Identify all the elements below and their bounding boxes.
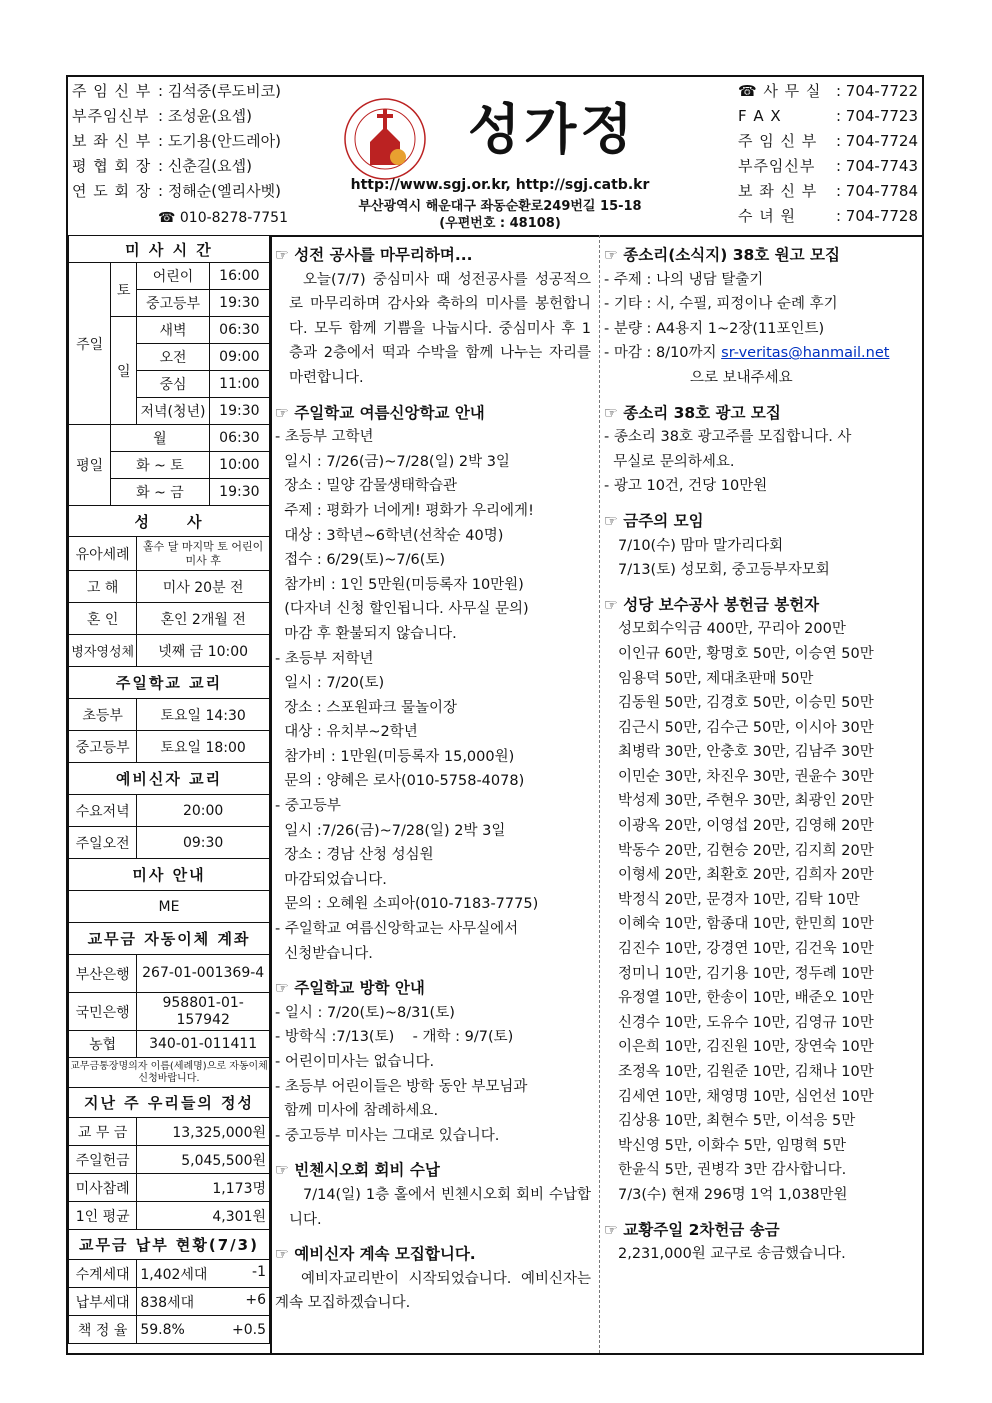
sacrament-time: 미사 20분 전 [137, 571, 270, 603]
mass-time: 06:30 [209, 317, 269, 344]
text-line: 장소 : 스포원파크 물놀이장 [275, 699, 458, 716]
text-line: - 방학식 :7/13(토) - 개학 : 9/7(토) [275, 1029, 514, 1046]
text-line: 일시 : 7/26(금)~7/28(일) 2박 3일 [275, 453, 510, 470]
mass-name: 중고등부 [137, 290, 209, 317]
text-line: 한윤식 5만, 권병각 3만 감사합니다. [618, 1162, 847, 1179]
text-line: 김근시 50만, 김수근 50만, 이시아 30만 [618, 719, 874, 736]
text-line: 이은희 10만, 김진원 10만, 장연숙 10만 [618, 1039, 874, 1056]
text-line: 문의 : 오혜원 소피아(010-7183-7775) [275, 896, 539, 913]
row-value: : 704-7723 [835, 107, 918, 125]
header-row [738, 154, 918, 179]
text-line: 문의 : 양혜은 로사(010-5758-4078) [275, 773, 525, 790]
section-body [604, 617, 920, 1207]
construction-notice [275, 243, 591, 391]
header-row [72, 129, 281, 154]
bank-name: 부산은행 [69, 955, 137, 993]
text-line: 유정열 10만, 한송이 10만, 배준오 10만 [618, 990, 874, 1007]
sunday-day-label: 일 [111, 317, 137, 425]
row-key: 보 좌 신 부 [72, 132, 152, 150]
row-key: 보 좌 신 부 [737, 182, 818, 200]
mass-name: 중심 [137, 371, 209, 398]
dues-change: -1 [252, 1263, 266, 1280]
mass-time: 06:30 [209, 425, 269, 452]
row-value: : 704-7724 [835, 132, 918, 150]
email-link[interactable]: sr-veritas@hanmail.net [721, 345, 890, 362]
offering-value: 5,045,500원 [137, 1146, 270, 1174]
header-row [738, 79, 918, 104]
class-name: 주일오전 [69, 827, 137, 859]
row-key: 수 녀 원 [737, 207, 796, 225]
text-line: - 기타 : 시, 수필, 피정이나 순례 후기 [604, 296, 838, 313]
text-line: - 어린이미사는 없습니다. [275, 1054, 435, 1070]
dues-label: 납부세대 [69, 1288, 137, 1316]
text-line: 7/3(수) 현재 296명 1억 1,038만원 [618, 1186, 848, 1203]
section-body: 7/14(일) 1층 홀에서 빈첸시오회 회비 수납합니다. [289, 1186, 591, 1228]
text-line: - 광고 10건, 건당 10만원 [604, 478, 768, 495]
text-line: 박정식 20만, 문경자 10만, 김탁 10만 [618, 891, 860, 908]
bank-note: 교무금통장명의자 이름(세례명)으로 자동이체 신청바랍니다. [69, 1058, 270, 1088]
mass-guide-title: 미사 안내 [69, 859, 270, 891]
middle-column [273, 235, 595, 1326]
text-line: 7/10(수) 맘마 말가리다회 [618, 537, 784, 554]
text-line: 이혜숙 10만, 함종대 10만, 한민희 10만 [618, 916, 874, 933]
staff-phone: ☎ 010-8278-7751 [158, 210, 288, 226]
offering-label: 주일헌금 [69, 1146, 137, 1174]
text-line: 이인규 60만, 황명호 50만, 이승연 50만 [618, 645, 874, 662]
text-line: 이민순 30만, 차진우 30만, 권윤수 30만 [618, 768, 874, 785]
papal-sunday-notice [604, 1218, 920, 1267]
text-line: 이형세 20만, 최환호 20만, 김희자 20만 [618, 867, 874, 884]
text-line: 김진수 10만, 강경연 10만, 김건욱 10만 [618, 941, 874, 958]
address-line: 부산광역시 해운대구 좌동순환로249번길 15-18 [358, 199, 642, 214]
text-line: 대상 : 유치부~2학년 [275, 724, 418, 741]
text-line: 7/13(토) 성모회, 중고등부자모회 [618, 562, 830, 579]
sunday-school-title: 주일학교 교리 [69, 667, 270, 699]
mass-name: 화 ~ 금 [111, 479, 209, 506]
row-key: 평 협 회 장 [72, 157, 152, 175]
text-line: 김상용 10만, 최현수 5만, 이석응 5만 [618, 1113, 856, 1130]
text-line: 장소 : 밀양 감물생태학습관 [275, 478, 458, 495]
row-key: 부주임신부 [72, 107, 150, 125]
section-body [604, 425, 920, 499]
section-body: 예비자교리반이 시작되었습니다. 예비신자는 계속 모집하겠습니다. [275, 1270, 591, 1312]
text-line: 주제 : 평화가 너에게! 평화가 우리에게! [275, 502, 534, 519]
section-title: ☞ 주일학교 여름신앙학교 안내 [275, 403, 485, 422]
row-key: 주 임 신 부 [737, 132, 818, 150]
text-line: 박신영 5만, 이화수 5만, 임명혁 5만 [618, 1137, 847, 1154]
text-line: 무실로 문의하세요. [604, 453, 735, 470]
weekday-label: 평일 [69, 425, 111, 506]
text-line: 접수 : 6/29(토)~7/6(토) [275, 552, 446, 569]
catechumen-title: 예비신자 교리 [69, 763, 270, 795]
header-row [738, 129, 918, 154]
sacrament-name: 고 해 [69, 571, 137, 603]
sacrament-name: 혼 인 [69, 603, 137, 635]
mass-name: 어린이 [137, 263, 209, 290]
text-line: 박동수 20만, 김현승 20만, 김지희 20만 [618, 842, 874, 859]
vacation-notice [275, 976, 591, 1148]
bank-account: 340-01-011411 [137, 1031, 270, 1058]
mass-time: 09:00 [209, 344, 269, 371]
class-name: 수요저녁 [69, 795, 137, 827]
section-body: 2,231,000원 교구로 송금했습니다. [618, 1246, 846, 1263]
mass-time: 19:30 [209, 290, 269, 317]
section-body [604, 268, 920, 342]
row-key: 주 임 신 부 [72, 82, 152, 100]
row-value: : 김석중(루도비코) [158, 82, 281, 100]
text-line: 참가비 : 1만원(미등록자 15,000원) [275, 748, 515, 765]
text-line: 일시 :7/26(금)~7/28(일) 2박 3일 [275, 822, 506, 839]
text-line: - 초등부 고학년 [275, 429, 374, 446]
church-address [330, 198, 670, 232]
text-line: 성모회수익금 400만, 꾸리아 200만 [618, 621, 846, 638]
header-row [738, 104, 918, 129]
bulletin-page [66, 75, 924, 1355]
section-body: 오늘(7/7) 중심미사 때 성전공사를 성공적으로 마무리하며 감사와 축하의 미사를 봉헌합니다. 모두 함께 기쁨을 나눕시다. 중심미사 후 1층과 2층에서 떡과 수박을 함께 나누는 자리를 마련합니다. [289, 271, 591, 386]
class-name: 중고등부 [69, 731, 137, 763]
dues-label: 수계세대 [69, 1260, 137, 1288]
text-line: - 초등부 어린이들은 방학 동안 부모님과 [275, 1078, 528, 1095]
row-key: F A X [737, 107, 782, 125]
donors-notice [604, 593, 920, 1208]
bank-account: 267-01-001369-4 [137, 955, 270, 993]
mass-time: 19:30 [209, 398, 269, 425]
website-links[interactable]: http://www.sgj.or.kr, http://sgj.catb.kr [350, 177, 650, 193]
row-value: : 도기용(안드레아) [158, 132, 281, 150]
row-value: : 704-7743 [835, 157, 918, 175]
header-row [72, 79, 281, 104]
mass-time: 11:00 [209, 371, 269, 398]
sacrament-name: 유아세례 [69, 537, 137, 571]
row-value: : 704-7722 [835, 82, 918, 100]
text-line: - 초등부 저학년 [275, 650, 374, 667]
row-value: : 조성윤(요셉) [158, 107, 252, 125]
sacrament-time: 넷째 금 10:00 [137, 635, 270, 667]
manuscript-notice [604, 243, 920, 391]
text-line: 마감되었습니다. [275, 871, 387, 888]
bank-title: 교무금 자동이체 계좌 [69, 923, 270, 955]
mass-guide-value: ME [69, 891, 270, 923]
mass-time: 10:00 [209, 452, 269, 479]
mass-name: 오전 [137, 344, 209, 371]
offering-value: 13,325,000원 [137, 1118, 270, 1146]
church-logo [330, 87, 440, 187]
section-title: ☞ 예비신자 계속 모집합니다. [275, 1245, 476, 1264]
mass-time: 16:00 [209, 263, 269, 290]
text-line: - 일시 : 7/20(토)~8/31(토) [275, 1004, 455, 1021]
right-column [599, 235, 922, 1353]
text-line: 임용덕 50만, 제대초판매 50만 [618, 670, 814, 687]
text-line: 신청받습니다. [275, 945, 373, 962]
dues-label: 책 정 율 [69, 1316, 137, 1344]
text-line: 마감 후 환불되지 않습니다. [275, 625, 457, 642]
offering-label: 교 무 금 [69, 1118, 137, 1146]
section-body [275, 1001, 591, 1149]
row-value: : 704-7728 [835, 207, 918, 225]
text-line: (다자녀 신청 할인됩니다. 사무실 문의) [275, 601, 529, 618]
saturday-label: 토 [111, 263, 137, 317]
dues-title: 교무금 납부 현황(7/3) [69, 1230, 270, 1260]
text-line: 이광옥 20만, 이영섭 20만, 김영해 20만 [618, 818, 874, 835]
section-title: ☞ 종소리(소식지) 38호 원고 모집 [604, 246, 840, 264]
section-title: ☞ 주일학교 방학 안내 [275, 979, 425, 998]
header [68, 77, 922, 237]
section-title: ☞ 종소리 38호 광고 모집 [604, 403, 781, 422]
mass-name: 화 ~ 토 [111, 452, 209, 479]
row-value: : 정해순(엘리사벳) [158, 182, 281, 200]
text-line: 대상 : 3학년~6학년(선착순 40명) [275, 527, 504, 544]
meetings-notice [604, 509, 920, 583]
dues-count: 1,402세대 [140, 1266, 208, 1283]
section-body [275, 425, 591, 966]
offering-label: 미사참례 [69, 1174, 137, 1202]
text-line: 장소 : 경남 산청 성심원 [275, 847, 434, 864]
staff-list [72, 79, 281, 204]
dues-count: 838세대 [140, 1294, 195, 1311]
text-line: 신경수 10만, 도유수 10만, 김영규 10만 [618, 1014, 874, 1031]
dues-value [137, 1288, 270, 1316]
dues-value [137, 1316, 270, 1344]
section-body [604, 534, 920, 583]
contact-list [738, 79, 918, 229]
text-line: 참가비 : 1인 5만원(미등록자 10만원) [275, 576, 524, 593]
class-time: 09:30 [137, 827, 270, 859]
bank-name: 국민은행 [69, 993, 137, 1031]
deadline-tail: 으로 보내주세요 [690, 369, 793, 386]
vincent-notice [275, 1158, 591, 1232]
dues-value [137, 1260, 270, 1288]
catechumen-notice [275, 1242, 591, 1316]
text-line: - 종소리 38호 광고주를 모집합니다. 사 [604, 429, 852, 446]
text-line: - 중고등부 [275, 798, 341, 815]
row-value: : 신춘길(요셉) [158, 157, 252, 175]
sunday-label: 주일 [69, 263, 111, 425]
header-row [72, 104, 281, 129]
text-line: - 주제 : 나의 냉담 탈출기 [604, 271, 764, 288]
section-title: ☞ 금주의 모임 [604, 511, 704, 530]
mass-name: 새벽 [137, 317, 209, 344]
text-line: 김동원 50만, 김경호 50만, 이승민 50만 [618, 695, 874, 712]
bank-account: 958801-01-157942 [137, 993, 270, 1031]
header-row [72, 154, 281, 179]
header-row [738, 179, 918, 204]
sacrament-name: 병자영성체 [69, 635, 137, 667]
mass-times-title: 미 사 시 간 [69, 236, 270, 263]
summer-school-notice [275, 401, 591, 967]
row-key: 부주임신부 [737, 157, 816, 175]
bank-name: 농협 [69, 1031, 137, 1058]
text-line: 최병락 30만, 안충호 30만, 김남주 30만 [618, 744, 874, 761]
postal-code: (우편번호 : 48108) [439, 216, 561, 231]
text-line: 일시 : 7/20(토) [275, 675, 385, 692]
section-title: ☞ 빈첸시오회 회비 수납 [275, 1161, 440, 1180]
header-row [738, 204, 918, 229]
row-key: 연 도 회 장 [72, 182, 152, 200]
deadline-line [604, 341, 920, 366]
section-title: ☞ 성당 보수공사 봉헌금 봉헌자 [604, 595, 820, 614]
row-value: : 704-7784 [835, 182, 918, 200]
info-table [68, 235, 270, 1344]
text-line: 조정옥 10만, 김원준 10만, 김채나 10만 [618, 1064, 874, 1080]
mass-name: 저녁(청년) [137, 398, 209, 425]
text-line: - 주일학교 여름신앙학교는 사무실에서 [275, 921, 519, 938]
section-title: ☞ 성전 공사를 마무리하며... [275, 246, 473, 264]
offering-value: 4,301원 [137, 1202, 270, 1230]
offering-value: 1,173명 [137, 1174, 270, 1202]
sacrament-time: 홀수 달 마지막 토 어린이 미사 후 [137, 537, 270, 571]
class-time: 20:00 [137, 795, 270, 827]
row-key: ☎ 사 무 실 [737, 82, 822, 100]
text-line: 박성제 30만, 주현우 30만, 최광인 20만 [618, 793, 874, 810]
deadline-label: - 마감 : 8/10까지 [604, 345, 722, 362]
sacrament-time: 혼인 2개월 전 [137, 603, 270, 635]
class-time: 토요일 14:30 [137, 699, 270, 731]
mass-name: 월 [111, 425, 209, 452]
text-line: 정미니 10만, 김기용 10만, 정두례 10만 [618, 965, 874, 982]
dues-change: +6 [245, 1291, 266, 1308]
text-line: 함께 미사에 참례하세요. [275, 1103, 439, 1120]
class-name: 초등부 [69, 699, 137, 731]
offering-title: 지난 주 우리들의 정성 [69, 1088, 270, 1118]
section-title: ☞ 교황주일 2차헌금 송금 [604, 1220, 780, 1239]
offering-label: 1인 평균 [69, 1202, 137, 1230]
dues-change: +0.5 [232, 1321, 266, 1338]
dues-count: 59.8% [140, 1321, 185, 1338]
ad-notice [604, 401, 920, 499]
text-line: - 중고등부 미사는 그대로 있습니다. [275, 1127, 500, 1144]
sacraments-title: 성 사 [69, 506, 270, 537]
header-row [72, 179, 281, 204]
mass-time: 19:30 [209, 479, 269, 506]
bulletin-title: 성가정 [468, 97, 637, 161]
class-time: 토요일 18:00 [137, 731, 270, 763]
text-line: - 분량 : A4용지 1~2장(11포인트) [604, 320, 825, 337]
text-line: 김세연 10만, 채영명 10만, 심언선 10만 [618, 1088, 874, 1105]
info-sidebar [68, 235, 272, 1353]
